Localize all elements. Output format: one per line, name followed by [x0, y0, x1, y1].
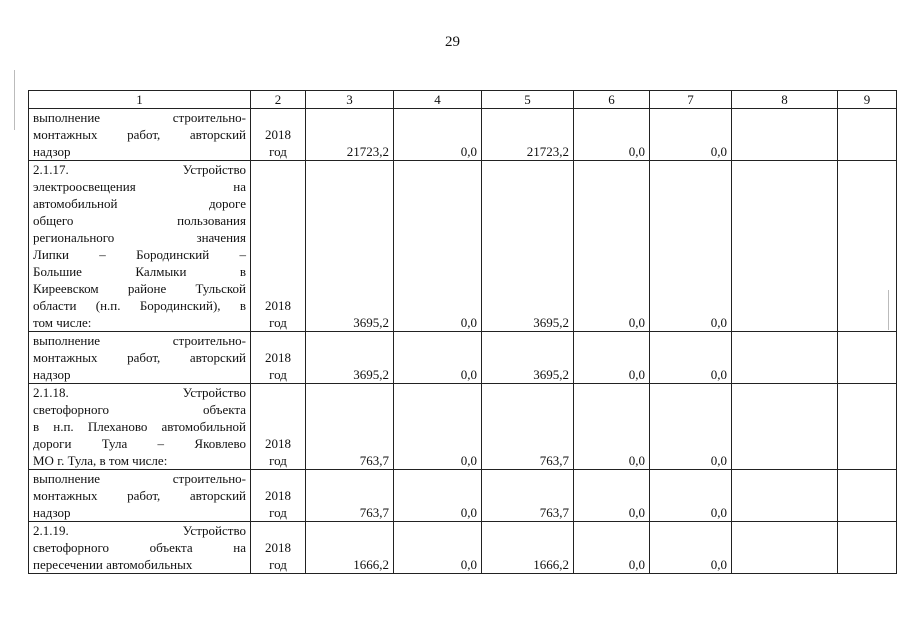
description-line: общего пользования [33, 213, 246, 228]
cell-col-6: 0,0 [574, 109, 650, 161]
cell-col-6: 0,0 [574, 470, 650, 522]
description-line: МО г. Тула, в том числе: [33, 453, 168, 468]
table-row [29, 161, 897, 332]
description-line: Киреевском районе Тульской [33, 281, 246, 296]
description-line: 2.1.19. Устройство [33, 523, 246, 538]
row-year [251, 470, 306, 522]
cell-col-8 [732, 384, 838, 470]
cell-col-8 [732, 109, 838, 161]
column-header-4: 4 [394, 91, 482, 109]
cell-col-3: 1666,2 [306, 522, 394, 574]
year-line: 2018 [265, 540, 291, 555]
cell-col-7: 0,0 [650, 109, 732, 161]
cell-col-4: 0,0 [394, 109, 482, 161]
description-line: Липки – Бородинский – [33, 247, 246, 262]
row-year [251, 522, 306, 574]
description-line: 2.1.17. Устройство [33, 162, 246, 177]
column-header-6: 6 [574, 91, 650, 109]
cell-col-3: 21723,2 [306, 109, 394, 161]
description-line: области (н.п. Бородинский), в [33, 298, 246, 313]
cell-col-9 [838, 161, 897, 332]
cell-col-3: 763,7 [306, 384, 394, 470]
cell-col-8 [732, 470, 838, 522]
description-line: выполнение строительно- [33, 471, 246, 486]
cell-col-9 [838, 522, 897, 574]
cell-col-3: 3695,2 [306, 161, 394, 332]
description-line: дороги Тула – Яковлево [33, 436, 246, 451]
row-description [29, 522, 251, 574]
row-year [251, 332, 306, 384]
cell-col-6: 0,0 [574, 522, 650, 574]
row-description [29, 332, 251, 384]
column-header-3: 3 [306, 91, 394, 109]
row-description [29, 161, 251, 332]
description-line: автомобильной дороге [33, 196, 246, 211]
cell-col-8 [732, 332, 838, 384]
cell-col-3: 763,7 [306, 470, 394, 522]
table-row [29, 522, 897, 574]
description-line: монтажных работ, авторский [33, 350, 246, 365]
cell-col-5: 3695,2 [482, 332, 574, 384]
cell-col-7: 0,0 [650, 470, 732, 522]
cell-col-4: 0,0 [394, 470, 482, 522]
cell-col-5: 21723,2 [482, 109, 574, 161]
description-line: светофорного объекта на [33, 540, 246, 555]
cell-col-6: 0,0 [574, 384, 650, 470]
description-line: монтажных работ, авторский [33, 488, 246, 503]
cell-col-9 [838, 384, 897, 470]
column-header-2: 2 [251, 91, 306, 109]
description-line: регионального значения [33, 230, 246, 245]
description-line: Большие Калмыки в [33, 264, 246, 279]
table-body [29, 109, 897, 574]
cell-col-5: 763,7 [482, 470, 574, 522]
description-line: светофорного объекта [33, 402, 246, 417]
page-number: 29 [445, 34, 460, 50]
description-line: монтажных работ, авторский [33, 127, 246, 142]
row-description [29, 384, 251, 470]
description-line: электроосвещения на [33, 179, 246, 194]
description-line: надзор [33, 367, 71, 382]
description-line: надзор [33, 144, 71, 159]
column-number-row [29, 91, 897, 109]
cell-col-3: 3695,2 [306, 332, 394, 384]
column-header-1: 1 [29, 91, 251, 109]
cell-col-4: 0,0 [394, 161, 482, 332]
row-description [29, 470, 251, 522]
table-row [29, 384, 897, 470]
row-year [251, 384, 306, 470]
year-line: год [269, 453, 287, 468]
cell-col-9 [838, 470, 897, 522]
year-line: 2018 [265, 298, 291, 313]
year-line: год [269, 315, 287, 330]
scan-mark-left [14, 70, 15, 130]
year-line: 2018 [265, 350, 291, 365]
cell-col-4: 0,0 [394, 522, 482, 574]
cell-col-4: 0,0 [394, 384, 482, 470]
table-row [29, 470, 897, 522]
cell-col-9 [838, 109, 897, 161]
year-line: год [269, 505, 287, 520]
cell-col-5: 3695,2 [482, 161, 574, 332]
cell-col-5: 1666,2 [482, 522, 574, 574]
row-year [251, 161, 306, 332]
year-line: 2018 [265, 436, 291, 451]
row-year [251, 109, 306, 161]
cell-col-7: 0,0 [650, 384, 732, 470]
cell-col-7: 0,0 [650, 332, 732, 384]
cell-col-4: 0,0 [394, 332, 482, 384]
row-description [29, 109, 251, 161]
table-row [29, 109, 897, 161]
cell-col-9 [838, 332, 897, 384]
description-line: том числе: [33, 315, 92, 330]
cell-col-7: 0,0 [650, 522, 732, 574]
year-line: 2018 [265, 127, 291, 142]
description-line: выполнение строительно- [33, 110, 246, 125]
year-line: год [269, 367, 287, 382]
budget-table [28, 90, 897, 574]
cell-col-5: 763,7 [482, 384, 574, 470]
year-line: год [269, 144, 287, 159]
cell-col-8 [732, 522, 838, 574]
description-line: пересечении автомобильных [33, 557, 193, 572]
cell-col-8 [732, 161, 838, 332]
column-header-5: 5 [482, 91, 574, 109]
cell-col-6: 0,0 [574, 332, 650, 384]
column-header-7: 7 [650, 91, 732, 109]
description-line: в н.п. Плеханово автомобильной [33, 419, 246, 434]
year-line: 2018 [265, 488, 291, 503]
column-header-8: 8 [732, 91, 838, 109]
column-header-9: 9 [838, 91, 897, 109]
cell-col-6: 0,0 [574, 161, 650, 332]
description-line: выполнение строительно- [33, 333, 246, 348]
cell-col-7: 0,0 [650, 161, 732, 332]
year-line: год [269, 557, 287, 572]
description-line: надзор [33, 505, 71, 520]
description-line: 2.1.18. Устройство [33, 385, 246, 400]
table-row [29, 332, 897, 384]
